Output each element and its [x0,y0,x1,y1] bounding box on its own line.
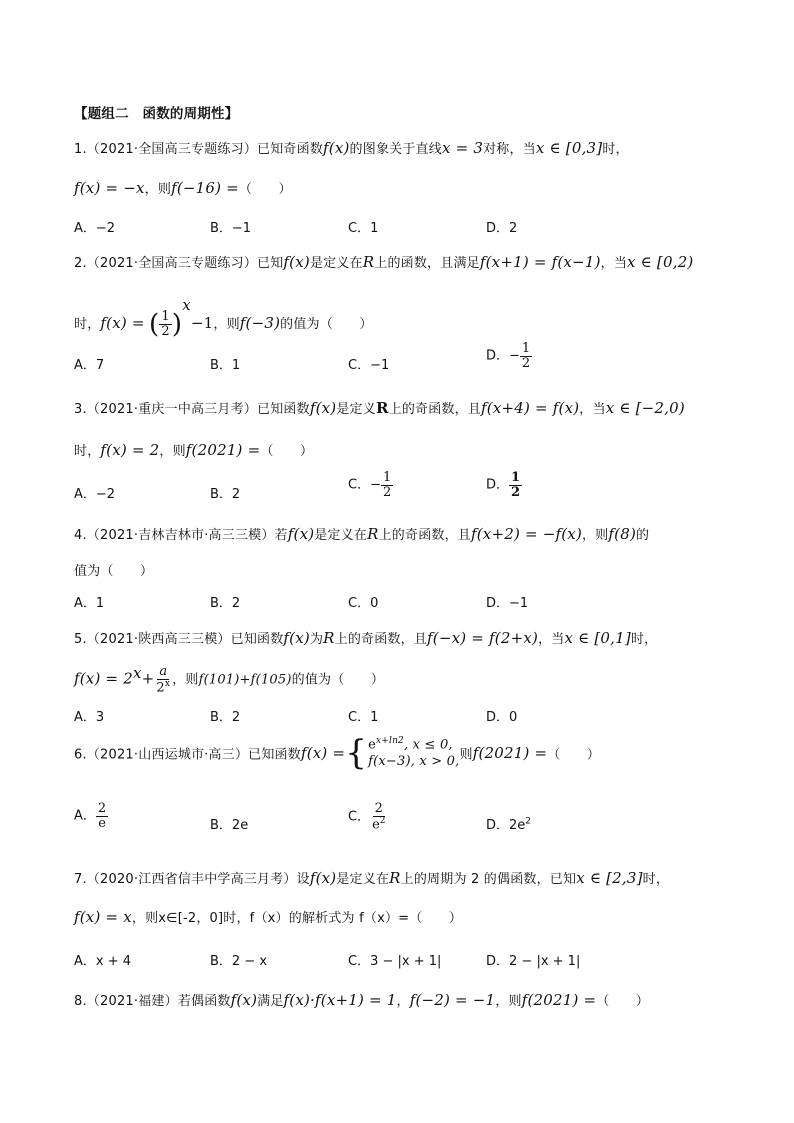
q3-option-b[interactable]: B．2 [210,487,241,502]
q3-options [74,470,714,503]
q4-options [74,592,714,612]
q7-options [74,950,714,970]
q1-option-c[interactable]: C．1 [348,221,379,236]
section-heading: 【题组二 函数的周期性】 [74,106,239,122]
q2-option-c[interactable]: C．−1 [348,358,390,373]
q7-option-d[interactable]: D．2 − |x + 1| [486,954,581,969]
q5-option-c[interactable]: C．1 [348,710,379,725]
q7-option-b[interactable]: B．2 − x [210,954,268,969]
q4-option-d[interactable]: D．−1 [486,596,529,611]
q1-stem-line1: 1.（2021·全国高三专题练习）已知奇函数f(x)的图象关于直线x = 3对称，当x ∈ [0,3]时， [74,139,629,157]
q6-stem-line1: 6.（2021·山西运城市·高三）已知函数f(x) = { $e^{x+ln2}$, x ≤ 0, f(x−3), x > 0, 则f(2021) =（ ） [74,733,601,773]
q7-stem-line1: 7.（2020·江西省信丰中学高三月考）设f(x)是定义在R上的周期为 2 的偶函数，已知x ∈ [2,3]时， [74,869,670,887]
q7-stem-line2: f(x) = x，则x∈[-2，0]时，f（x）的解析式为 f（x）=（ ） [74,908,463,926]
q2-option-b[interactable]: B．1 [210,358,241,373]
q2-option-a[interactable]: A．7 [74,358,105,373]
q4-option-b[interactable]: B．2 [210,596,241,611]
q6-option-d[interactable]: D．$2e^2$ [486,816,532,833]
q5-options [74,706,714,726]
q6-option-b[interactable]: B．2e [210,818,249,833]
q8-stem-line1: 8.（2021·福建）若偶函数f(x)满足f(x)·f(x+1) = 1，f(−2) = −1，则f(2021) =（ ） [74,991,650,1009]
q3-option-d[interactable]: D． $\frac{1}{2}$ [486,470,521,500]
q2-stem-line2: 时，f(x) = ( $\frac{1}{2}$ )$^x$−1，则f(−3)的值为（ ） [74,296,373,340]
q4-stem-line1: 4.（2021·吉林吉林市·高三三模）若f(x)是定义在R上的奇函数，且f(x+2) = −f(x)，则f(8)的 [74,525,650,543]
q6-option-a[interactable]: A． $\frac{2}{e}$ [74,801,107,831]
q7-option-a[interactable]: A．x + 4 [74,954,132,969]
q5-option-b[interactable]: B．2 [210,710,241,725]
q1-option-d[interactable]: D．2 [486,221,518,236]
q5-option-d[interactable]: D．0 [486,710,518,725]
q1-stem-line2: f(x) = −x，则f(−16) =（ ） [74,179,292,197]
q2-option-d[interactable]: D．− $\frac{1}{2}$ [486,341,531,371]
q2-options [74,341,714,374]
q1-options [74,217,714,237]
q5-option-a[interactable]: A．3 [74,710,105,725]
q4-option-a[interactable]: A．1 [74,596,105,611]
q2-stem-line1: 2.（2021·全国高三专题练习）已知f(x)是定义在R上的函数，且满足f(x+1) = f(x−1)，当x ∈ [0,2) [74,253,694,271]
q5-stem-line2: $f(x) = 2^x+$ $\frac{a}{2^x}$ ，则f(101)+f(105)的值为（ ） [74,664,385,695]
q6-option-c[interactable]: C． $\frac{2}{e^2}$ [348,801,386,832]
q3-stem-line1: 3.（2021·重庆一中高三月考）已知函数f(x)是定义R上的奇函数，且f(x+4) = f(x)，当x ∈ [−2,0) [74,399,685,417]
q6-piecewise: { $e^{x+ln2}$, x ≤ 0, f(x−3), x > 0, [345,733,460,773]
q3-stem-line2: 时，f(x) = 2，则f(2021) =（ ） [74,441,314,459]
q1-option-b[interactable]: B．−1 [210,221,252,236]
q2-fraction: $\frac{1}{2}$ [161,309,170,339]
q5-fraction: $\frac{a}{2^x}$ [156,664,171,695]
q6-options [74,801,714,834]
q5-stem-line1: 5.（2021·陕西高三三模）已知函数f(x)为R上的奇函数，且f(−x) = f(2+x)，当x ∈ [0,1]时， [74,629,658,647]
q3-option-a[interactable]: A．−2 [74,487,116,502]
q4-stem-line2: 值为（ ） [74,564,154,579]
q3-option-c[interactable]: C．− $\frac{1}{2}$ [348,470,392,500]
q4-option-c[interactable]: C．0 [348,596,379,611]
q7-option-c[interactable]: C．3 − |x + 1| [348,954,442,969]
q1-option-a[interactable]: A．−2 [74,221,116,236]
